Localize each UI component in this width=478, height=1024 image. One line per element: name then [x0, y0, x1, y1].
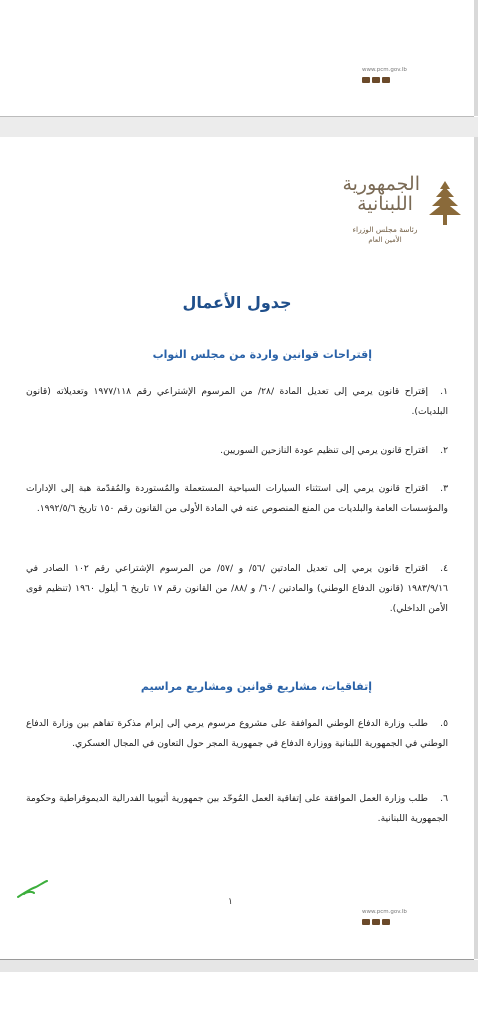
item-number: ٦. — [440, 793, 448, 804]
social-icons — [362, 919, 432, 925]
footer-url: www.pcm.gov.lb — [362, 909, 407, 915]
item-text: طلب وزارة الدفاع الوطني الموافقة على مشروع مرسوم يرمي إلى إبرام مذكرة تفاهم بين وزارة الدفاع الوطني في الجمهورية اللبنانية ووزارة الدفاع في جمهورية المجر حول التعاون في المجال العسكري. — [26, 718, 448, 749]
youtube-icon — [382, 77, 390, 83]
page-title: جدول الأعمال — [182, 293, 292, 312]
item-text: إقتراح قانون يرمي إلى تعديل المادة /٢٨/ من المرسوم الإشتراعي رقم ١٩٧٧/١١٨ وتعديلاته (قانون البلديات). — [26, 386, 448, 417]
secretary-line: الأمين العام — [368, 236, 402, 244]
agenda-item-6 — [26, 789, 448, 829]
agenda-item-5 — [26, 714, 448, 754]
item-text: طلب وزارة العمل الموافقة على إتفاقية العمل المُوحّد بين جمهورية أثيوبيا الفدرالية الديموقراطية وحكومة الجمهورية اللبنانية. — [26, 793, 448, 824]
item-number: ٤. — [440, 563, 448, 574]
youtube-icon — [382, 919, 390, 925]
item-number: ٣. — [440, 483, 448, 494]
signature — [16, 879, 50, 901]
presidency-line: رئاسة مجلس الوزراء — [352, 225, 418, 234]
item-number: ١. — [440, 386, 448, 397]
republic-line1: الجمهورية — [342, 173, 420, 195]
republic-line2: اللبنانية — [357, 193, 413, 215]
page-gap — [0, 960, 478, 972]
twitter-icon — [372, 77, 380, 83]
page-edge — [474, 0, 478, 116]
facebook-icon — [362, 919, 370, 925]
cedar-icon — [428, 179, 462, 227]
page-edge — [474, 137, 478, 959]
footer-url: www.pcm.gov.lb — [362, 67, 407, 73]
item-number: ٢. — [440, 445, 448, 456]
letterhead-text — [342, 173, 420, 245]
previous-page — [0, 0, 474, 117]
section-title-agreements: إتفاقيات، مشاريع قوانين ومشاريع مراسيم — [140, 680, 372, 693]
facebook-icon — [362, 77, 370, 83]
page-footer — [362, 909, 432, 925]
item-text: اقتراح قانون يرمي إلى تنظيم عودة النازحين السوريين. — [220, 445, 428, 456]
page-gap — [0, 117, 478, 137]
agenda-item-3 — [26, 479, 448, 519]
item-text: اقتراح قانون يرمي إلى استثناء السيارات السياحية المستعملة والمُستوردة والمُقدّمة هبة إلى الإدارات والمؤسسات العامة والبلديات من المنع المنصوص عنه في المادة الأولى من القانون رقم ١٥٠ تاريخ ١٩٩٢/٥/٦. — [26, 483, 448, 514]
item-text: اقتراح قانون يرمي إلى تعديل المادتين /٥٦/ و /٥٧/ من المرسوم الإشتراعي رقم ١٠٢ الصادر في ١٩٨٣/٩/١٦ (قانون الدفاع الوطني) والمادتين /٦٠/ و /٨٨/ من القانون رقم ١٧ تاريخ ٦ أيلول ١٩٦٠ (تنظيم قوى الأمن الداخلي). — [26, 563, 448, 614]
agenda-page — [0, 137, 474, 961]
social-icons — [362, 77, 432, 83]
letterhead-logo — [342, 173, 465, 267]
item-number: ٥. — [440, 718, 448, 729]
agenda-item-2 — [26, 441, 448, 461]
page-number: ١ — [228, 897, 233, 907]
page-footer — [362, 67, 432, 83]
twitter-icon — [372, 919, 380, 925]
section-title-parliament: إقتراحات قوانين واردة من مجلس النواب — [152, 348, 372, 361]
agenda-item-1 — [26, 382, 448, 422]
agenda-item-4 — [26, 559, 448, 619]
